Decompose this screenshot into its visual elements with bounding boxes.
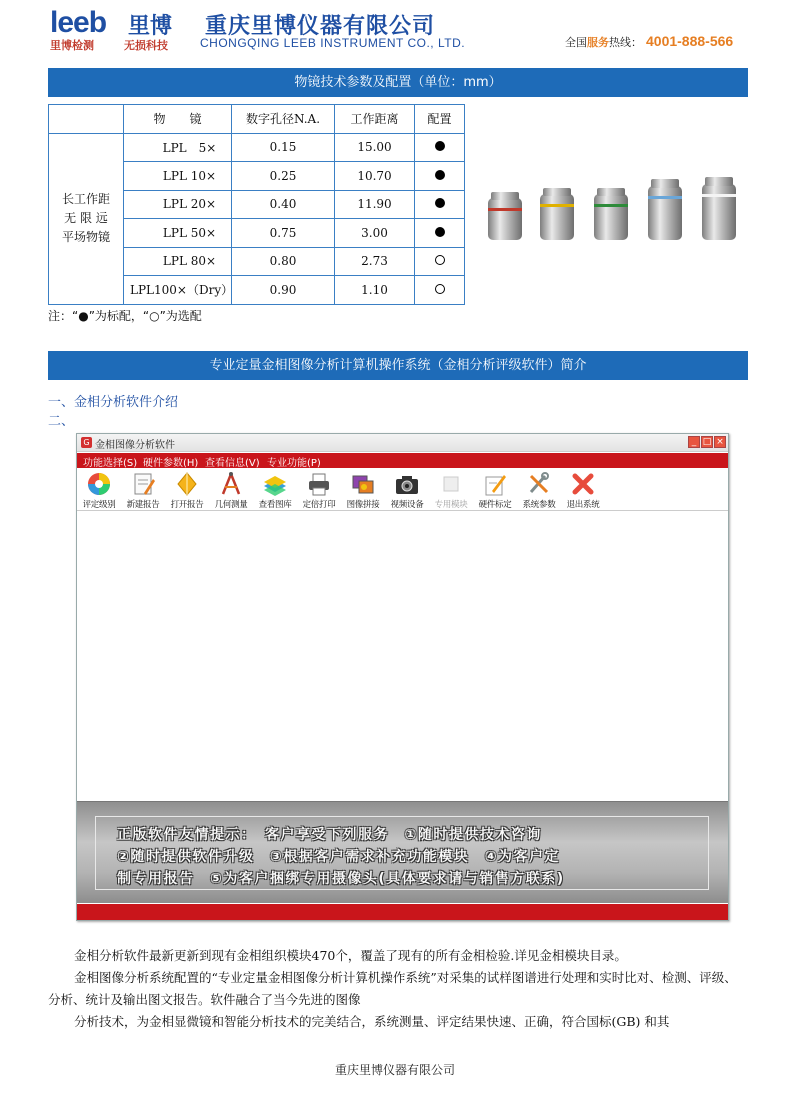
numerical-aperture: 0.40 [232,190,335,219]
numerical-aperture: 0.25 [232,162,335,191]
lens-model: LPL 80× [124,247,232,276]
close-icon[interactable]: × [714,436,726,448]
tool-exit-system[interactable] [561,469,605,511]
config-cell [415,219,465,248]
menu-bar [77,453,728,468]
company-name: 重庆里博仪器有限公司 [205,14,436,39]
tool-label: 几何测量 [214,500,248,510]
config-cell [415,162,465,191]
image-stitch-icon [350,471,376,497]
config-cell [415,276,465,305]
paragraph [48,945,748,967]
section-title-software-intro: 专业定量金相图像分析计算机操作系统（金相分析评级软件）简介 [48,351,748,380]
company-logo: leeb [50,6,107,39]
numerical-aperture: 0.80 [232,247,335,276]
software-window [76,433,729,921]
lens-model: LPL 10× [124,162,232,191]
menu-function-select[interactable]: 功能选择(S) [83,458,138,469]
tool-label: 查看图库 [258,500,292,510]
lens-model: LPL 20× [124,190,232,219]
tool-label: 视频设备 [390,500,424,510]
window-titlebar[interactable] [77,434,728,452]
license-notice-banner [77,801,728,903]
banner-text [117,824,707,890]
list-item-software-intro: 一、金相分析软件介绍 [48,395,179,410]
calibrate-icon [482,471,508,497]
list-item-two: 二、 [48,414,75,429]
tool-label: 退出系统 [566,500,600,510]
standard-dot-icon [435,170,445,180]
working-distance: 15.00 [335,133,415,162]
page-footer: 重庆里博仪器有限公司 [334,1063,455,1077]
standard-dot-icon [435,198,445,208]
table-header-cell: 工作距离 [335,105,415,134]
color-wheel-icon [86,471,112,497]
table-note: 注：“●”为标配，“○”为选配 [48,309,202,323]
tagline-1: 里博检测 [50,39,94,52]
maximize-icon[interactable]: □ [702,437,712,447]
printer-icon [306,471,332,497]
tool-scaled-print[interactable] [297,469,341,511]
tool-new-report[interactable] [121,469,165,511]
banner-line: 正版软件友情提示： 客户享受下列服务 ①随时提供技术咨询 [117,827,542,843]
tools-icon [526,471,552,497]
tool-label: 新建报告 [126,500,160,510]
compass-icon [218,471,244,497]
objective-category [49,133,124,304]
working-distance: 2.73 [335,247,415,276]
paragraph [48,1011,748,1033]
table-header-blank [49,105,124,134]
menu-view-info[interactable]: 查看信息(V) [205,458,260,469]
exit-icon [570,471,596,497]
objective-lenses-image [484,172,744,246]
window-title: 金相图像分析软件 [95,440,175,451]
tool-label: 硬件标定 [478,500,512,510]
standard-dot-icon [435,141,445,151]
lens-20x-icon [594,188,628,240]
tool-label: 定倍打印 [302,500,336,510]
paragraph-text: 金相分析软件最新更新到现有金相组织模块470个，覆盖了现有的所有金相检验.详见金相模块目录。 [74,948,627,963]
service-hotline [565,33,733,50]
tool-video-device[interactable] [385,469,429,511]
objective-spec-table [48,104,465,305]
tool-image-stitch[interactable] [341,469,385,511]
banner-line: ②随时提供软件升级 ③根据客户需求补充功能模块 ④为客户定 [117,849,561,865]
table-header-cell: 数字孔径N.A. [232,105,335,134]
hotline-service: 服务 [587,36,609,49]
hotline-suffix: 热线： [609,36,642,49]
category-line: 无 限 远 [64,211,108,225]
lens-model: LPL 50× [124,219,232,248]
lens-model: LPL100×（Dry） [124,276,232,305]
tool-label: 评定级别 [82,500,116,510]
tool-label: 图像拼接 [346,500,380,510]
banner-line: 制专用报告 ⑤为客户捆绑专用摄像头(具体要求请与销售方联系) [117,871,565,887]
gallery-icon [262,471,288,497]
tool-open-report[interactable] [165,469,209,511]
hotline-number: 4001-888-566 [646,33,734,49]
section-title-objective-specs: 物镜技术参数及配置（单位：mm） [48,68,748,97]
lens-5x-icon [488,192,522,240]
page-header [0,0,790,60]
status-bar [77,904,728,920]
lens-10x-icon [540,188,574,240]
working-distance: 10.70 [335,162,415,191]
numerical-aperture: 0.75 [232,219,335,248]
logo-chinese: 里博 [128,14,173,39]
numerical-aperture: 0.90 [232,276,335,305]
working-distance: 1.10 [335,276,415,305]
lens-model: LPL 5× [124,133,232,162]
tool-geometry-measure[interactable] [209,469,253,511]
company-name-english: CHONGQING LEEB INSTRUMENT CO., LTD. [200,36,466,50]
tool-rate-level[interactable] [77,469,121,511]
config-cell [415,247,465,276]
menu-hardware-params[interactable]: 硬件参数(H) [143,458,199,469]
table-header-row [49,105,465,134]
table-header-cell: 物 镜 [124,105,232,134]
numerical-aperture: 0.15 [232,133,335,162]
camera-icon [394,471,420,497]
tool-label: 打开报告 [170,500,204,510]
tool-bar [77,469,728,511]
module-icon [438,471,464,497]
lens-50x-icon [648,179,682,240]
paragraph-text: 金相图像分析系统配置的“专业定量金相图像分析计算机操作系统”对采集的试样图谱进行处理和实时比对、检测、评级、分析、统计及输出图文报告。软件融合了当今先进的图像 [48,970,737,1007]
new-report-icon [130,471,156,497]
working-distance: 3.00 [335,219,415,248]
paragraph-text: 分析技术，为金相显微镜和智能分析技术的完美结合，系统测量、评定结果快速、正确，符合国标(GB) 和其 [74,1014,670,1029]
tool-label: 专用模块 [434,500,468,510]
config-cell [415,133,465,162]
tool-system-params[interactable] [517,469,561,511]
menu-professional[interactable]: 专业功能(P) [267,458,321,469]
optional-circle-icon [435,255,445,265]
hotline-prefix: 全国 [565,36,587,49]
category-line: 长工作距 [61,192,110,206]
minimize-icon[interactable]: _ [688,436,700,448]
open-report-icon [174,471,200,497]
standard-dot-icon [435,227,445,237]
lens-100x-icon [702,177,736,240]
config-cell [415,190,465,219]
category-line: 平场物镜 [61,230,110,244]
image-workspace[interactable] [77,512,728,799]
tool-view-gallery[interactable] [253,469,297,511]
tool-label: 系统参数 [522,500,556,510]
tagline-2: 无损科技 [124,39,168,52]
working-distance: 11.90 [335,190,415,219]
paragraph [48,967,748,1011]
optional-circle-icon [435,284,445,294]
app-icon: G [81,437,92,448]
tool-special-module[interactable] [429,469,473,511]
tool-hardware-calibrate[interactable] [473,469,517,511]
table-row [49,133,465,162]
table-header-cell: 配置 [415,105,465,134]
